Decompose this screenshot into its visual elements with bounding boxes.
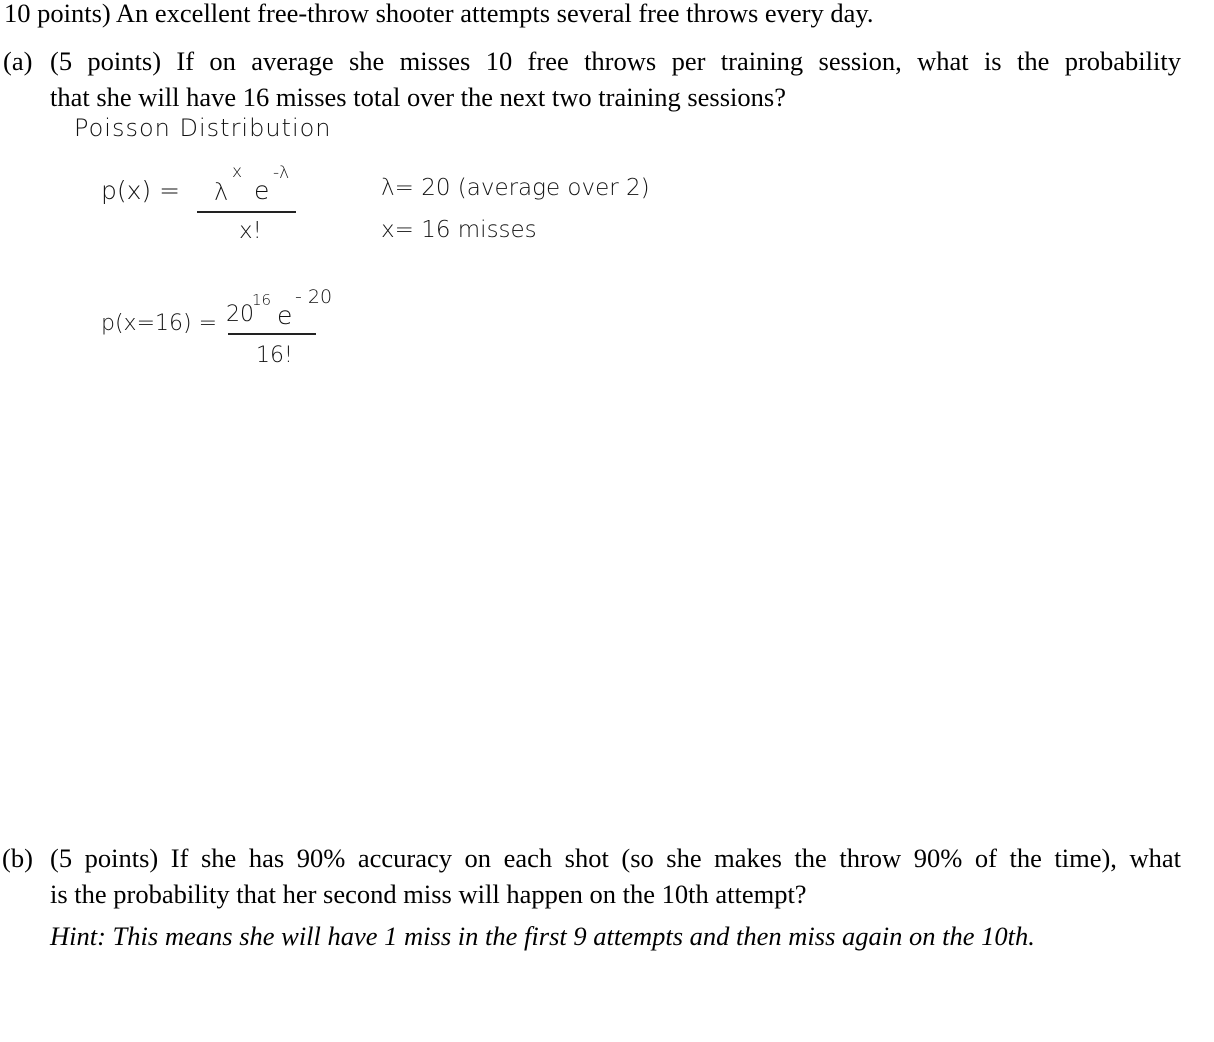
lambda-note: λ= 20 (average over 2) (381, 175, 650, 201)
calc-numerator-exponent: 16 (252, 291, 272, 309)
problem-header: 10 points) An excellent free-throw shooter attempts several free throws every day. (4, 0, 874, 28)
formula-numerator-e-exponent: -λ (273, 163, 290, 183)
formula-numerator-base: λ (214, 178, 229, 206)
formula-fraction-bar (197, 211, 296, 213)
part-a-line-2: that she will have 16 misses total over the next two training sessions? (50, 82, 786, 112)
part-b-line-1: (5 points) If she has 90% accuracy on each shot (so she makes the throw 90% of the time), what (50, 843, 1181, 873)
part-a-label: (a) (3, 46, 33, 76)
calc-numerator-e-exponent: - 20 (295, 286, 333, 308)
part-b-line-2: is the probability that her second miss will happen on the 10th attempt? (50, 879, 807, 909)
calc-denominator: 16! (256, 343, 293, 368)
calc-numerator-e: e (277, 301, 293, 330)
handwritten-title: Poisson Distribution (74, 114, 332, 142)
calc-numerator-base: 20 (226, 302, 254, 327)
calc-lhs: p(x=16) = (101, 311, 218, 336)
x-note: x= 16 misses (381, 217, 537, 243)
calc-fraction-bar (228, 333, 316, 335)
part-a-line-1: (5 points) If on average she misses 10 free throws per training session, what is the probability (50, 46, 1181, 76)
part-b-hint: Hint: This means she will have 1 miss in the first 9 attempts and then miss again on the 10th. (50, 921, 1035, 951)
formula-lhs: p(x) = (101, 176, 181, 205)
formula-numerator-exponent: x (232, 162, 243, 182)
formula-numerator-e: e (254, 176, 270, 205)
formula-denominator: x! (239, 218, 262, 244)
part-b-label: (b) (2, 843, 33, 873)
